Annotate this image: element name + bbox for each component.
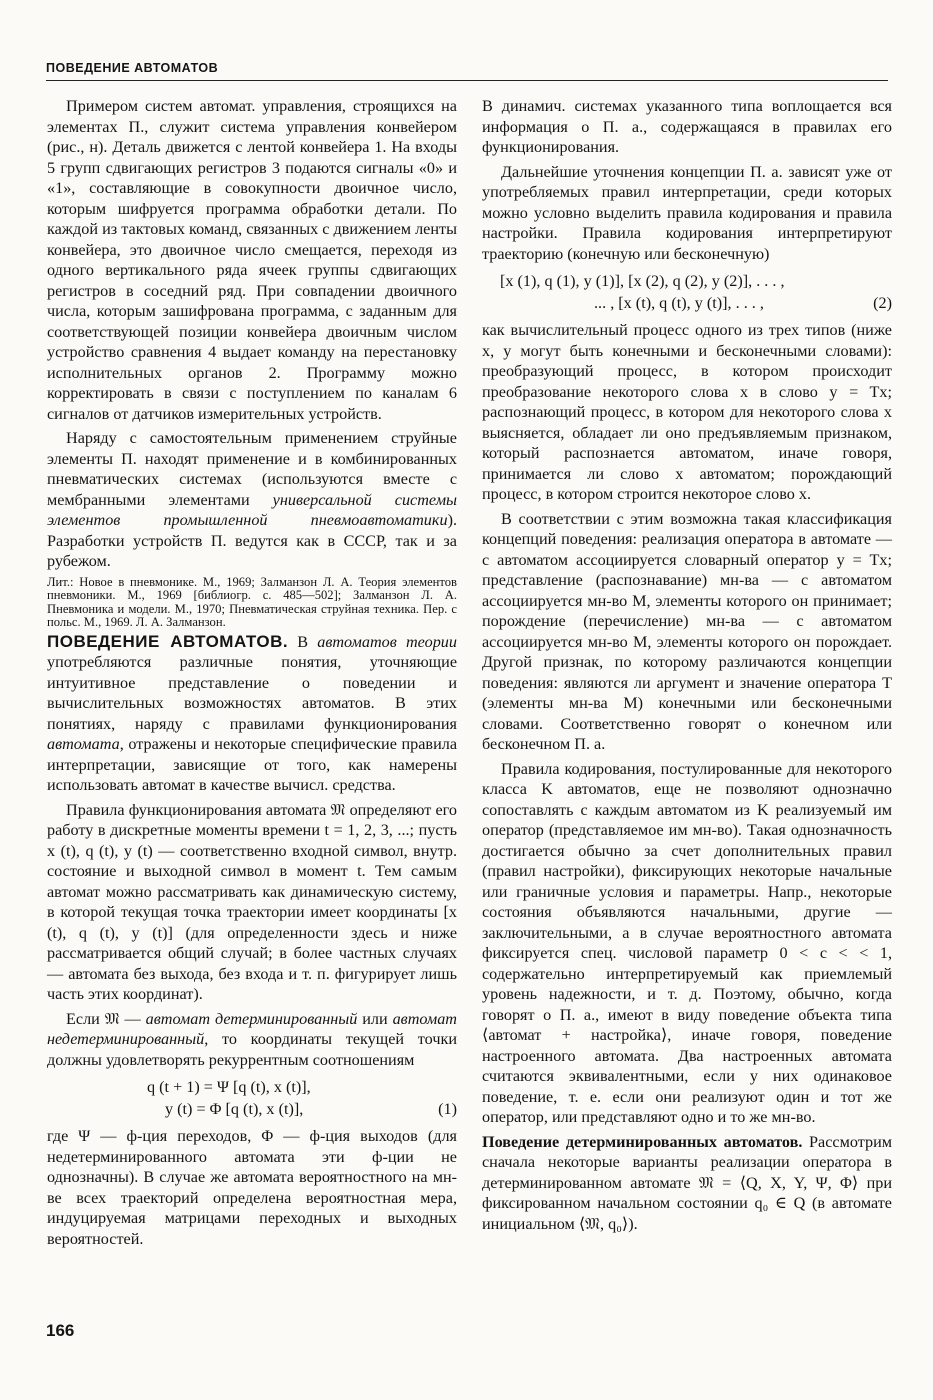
text: Если 𝔐 —	[66, 1009, 146, 1028]
link-automata-theory: автоматов теории	[317, 632, 457, 651]
article-headword: ПОВЕДЕНИЕ АВТОМАТОВ.	[47, 631, 289, 651]
paragraph-coding-rules: Правила кодирования, постулированные для некоторого класса K автоматов, еще не позволяют однозначно сопоставлять с каждым автоматом из K реализуемый им оператор (представляемое им мн-во). Такая однозначность достигается обычно за счет дополнительных правил (правил настройки), фиксирующих некоторые начальные или граничные условия и параметры. Напр., некоторые состояния объявляются начальными, другие — заключительными, а в случае вероятностного автомата фиксируется спец. числовой параметр 0 < c < < 1, содержательно интерпретируемый как приемлемый уровень надежности, и т. д. Поэтому, обычно, когда говорят о П. а., имеют в виду поведение объекта типа ⟨автомат + настройка⟩, иначе говоря, поведение настроенного автомата. Два настроенных автомата считаются эквивалентными, если у них одинаковое поведение, т. е. если они реализуют один и тот же оператор, или представляют одно и то же мн-во.	[482, 759, 892, 1126]
text: , то координаты текущей точки должны удовлетворять рекуррентным соотношениям	[47, 1030, 457, 1069]
page-number: 166	[46, 1321, 75, 1340]
text: , отражены и некоторые специфические правила интерпретации, зависящие от того, как намерены использовать автомат в качестве вычисл. средства.	[47, 735, 457, 794]
paragraph-transition-functions: где Ψ — ф-ция переходов, Φ — ф-ция выходов (для недетерминированного автомата эти ф-ции не однозначны). В случае же автомата вероятностного на мн-ве всех траекторий определена вероятностная мера, индуцируемая матрицами переходных и выходных вероятностей.	[47, 1127, 457, 1248]
equation-2	[482, 270, 892, 314]
equation-2-line-2: ... , [x (t), q (t), y (t)], . . . ,	[594, 294, 764, 312]
paragraph-deterministic-behavior	[482, 1132, 892, 1235]
paragraph-interpretation-rules: Дальнейшие уточнения концепции П. а. зависят уже от употребляемых правил интерпретации, среди которых можно условно выделить правила кодирования и правила настройки. Правила кодирования интерпретируют траекторию (конечную или бесконечную)	[482, 162, 892, 263]
text: Наряду с самостоятельным применением струйные элементы П. находят применение и в комбинированных пневматических системах (используются вместе с мембранными элементами	[47, 429, 457, 509]
running-head: ПОВЕДЕНИЕ АВТОМАТОВ	[46, 61, 219, 75]
header-rule	[46, 80, 888, 81]
equation-1-number: (1)	[438, 1100, 457, 1118]
text: употребляются различные понятия, уточняющие интуитивное представление о поведении и вычислительных возможностях автоматов. В этих понятиях, наряду с правилами функционирования	[47, 653, 457, 733]
text: Рассмотрим сначала некоторые варианты реализации оператора в детерминированном автомате 𝔐 = ⟨Q, X, Y, Ψ, Φ⟩ при фиксированном начальном состоянии q₀ ∈ Q (в автомате инициальном ⟨𝔐, q₀⟩).	[482, 1132, 892, 1233]
paragraph-jet-elements	[47, 428, 457, 572]
right-column	[482, 96, 892, 1238]
link-automaton: автомата	[47, 735, 120, 753]
paragraph-functioning-rules: Правила функционирования автомата 𝔐 определяют его работу в дискретные моменты времени t = 1, 2, 3, ...; пусть x (t), q (t), y (t) — соответственно входной символ, внутр. состояние и выходной символ в момент t. Тем самым автомат можно рассматривать как динамическую систему, в которой текущая точка траектории имеет координаты [x (t), q (t), y (t)] (для определенности здесь и ниже рассматривается общий случай; в более частных случаях — автомата без выхода, без входа и т. п. фигурирует лишь часть этих координат).	[47, 800, 457, 1003]
paragraph-dynamic-systems: В динамич. системах указанного типа воплощается вся информация о П. а., содержащаяся в правилах его функционирования.	[482, 97, 892, 156]
text: или	[357, 1009, 393, 1028]
equation-1-line-2: y (t) = Φ [q (t), x (t)],	[165, 1100, 304, 1118]
link-nondeterministic-automaton: автомат недетерминированный	[47, 1009, 457, 1048]
section-heading: Поведение детерминированных автоматов.	[482, 1132, 803, 1151]
text: ). Разработки устройств П. ведутся как в СССР, так и за рубежом.	[47, 511, 457, 570]
equation-1-line-1: q (t + 1) = Ψ [q (t), x (t)],	[147, 1078, 311, 1096]
paragraph-article-intro	[47, 632, 457, 796]
text: В	[288, 632, 318, 651]
left-column	[47, 96, 457, 1253]
equation-2-line-1: [x (1), q (1), y (1)], [x (2), q (2), y (2)], . . . ,	[500, 272, 785, 290]
literature-references: Лит.: Новое в пневмонике. М., 1969; Залманзон Л. А. Теория элементов пневмоники. М., 1969 [библиогр. с. 485—502]; Залманзон Л. А. Пневмоника и модели. М., 1970; Пневматическая струйная техника. Пер. с польс. М., 1969. Л. А. Залманзон.	[47, 574, 457, 629]
link-deterministic-automaton: автомат детерминированный	[145, 1009, 358, 1028]
paragraph-classification: В соответствии с этим возможна такая классификация концепций поведения: реализация оператора в автомате — с автоматом ассоциируется словарный оператор y = Tx; представление (распознавание) мн-ва — с автоматом ассоциируется мн-во M, элементы которого он принимает; порождение (перечисление) мн-ва — с автоматом ассоциируется мн-во M, элементы которого он порождает. Другой признак, по которому различаются концепции поведения: являются ли аргумент и значение оператора T (элементы мн-ва M) конечными или бесконечными словами. Соответственно говорят о конечном или бесконечном П. а.	[482, 509, 892, 753]
link-universal-system: универсальной системы элементов промышленной пневмоавтоматики	[47, 490, 457, 529]
equation-2-number: (2)	[873, 294, 892, 312]
paragraph-process-types: как вычислительный процесс одного из трех типов (ниже x, y могут быть конечными и бесконечными словами): преобразующий процесс, в котором происходит преобразование некоторого слова x в слово y = Tx; распознающий процесс, в котором для некоторого слова x выясняется, обладает ли оно предъявляемым признаком, который распознается автоматом, иначе говоря, принимается ли слово x автоматом; порождающий процесс, в котором строится некоторое слово x.	[482, 321, 892, 503]
equation-1	[47, 1076, 457, 1120]
paragraph-deterministic	[47, 1009, 457, 1071]
paragraph-conveyor: Примером систем автомат. управления, строящихся на элементах П., служит система управления конвейером (рис., н). Деталь движется с лентой конвейера 1. На входы 5 групп сдвигающих регистров 3 подаются сигналы «0» и «1», составляющие в совокупности двоичное число, которым шифруется программа обработки детали. По каждой из тактовых команд, связанных с движением ленты конвейера, это двоичное число смещается, переходя из одного вертикального ряда ячеек группы сдвигающих регистров в соседний ряд. При совпадении двоичного числа, которым зашифрована программа, с заданным для соответствующей позиции конвейера двоичным числом устройство сравнения 4 выдает команду на перестановку исполнительных органов 2. Программу можно корректировать в связи с поступлением по каналам 6 сигналов от датчиков измерительных устройств.	[47, 97, 457, 423]
